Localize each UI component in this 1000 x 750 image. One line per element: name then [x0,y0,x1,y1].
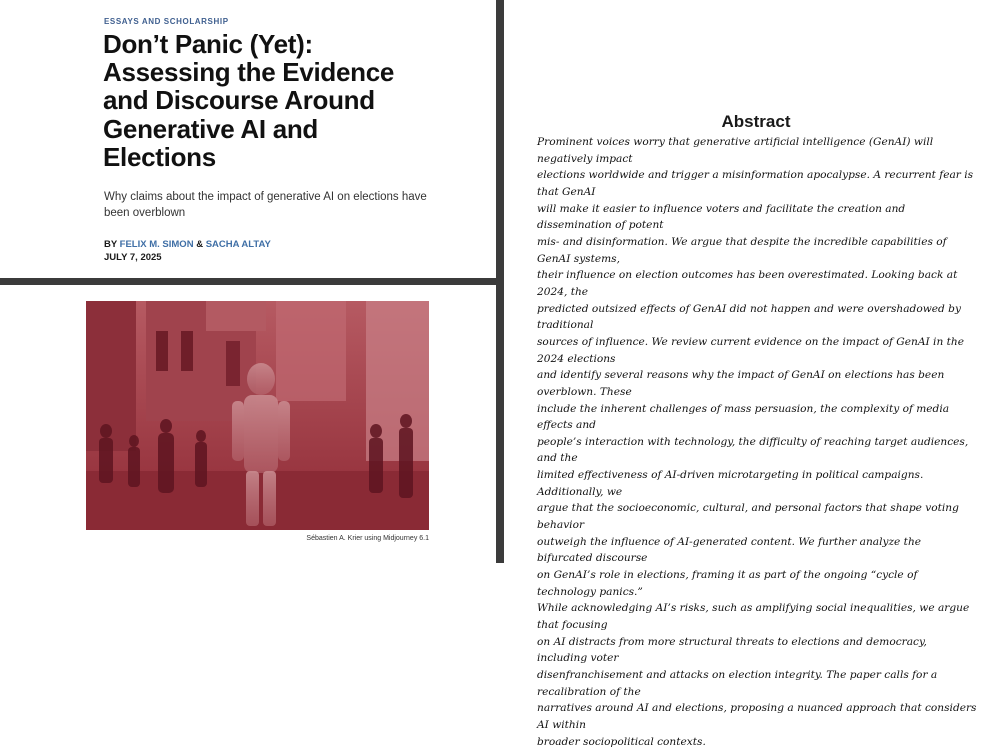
title-line: Generative AI and [103,113,319,144]
abstract-line: broader sociopolitical contexts. [537,735,706,748]
publish-date: JULY 7, 2025 [104,252,162,263]
abstract-line: sources of influence. We review current evidence on the impact of GenAI in the 2024 elections [537,335,964,365]
byline-prefix: BY [104,239,118,250]
abstract-line: While acknowledging AI’s risks, such as amplifying social inequalities, we argue that focusing [537,602,970,632]
abstract-text [537,134,977,750]
abstract-line: people’s interaction with technology, the difficulty of reaching target audiences, and the [537,435,969,465]
title-line: Don’t Panic (Yet): [103,29,313,59]
abstract-line: on GenAI’s role in elections, framing it as part of the ongoing “cycle of technology panics.” [537,569,918,598]
abstract-line: narratives around AI and elections, proposing a nuanced approach that considers AI within [537,702,977,731]
title-line: Assessing the Evidence [103,57,395,88]
abstract-line: include the inherent challenges of mass persuasion, the complexity of media effects and [537,402,950,432]
abstract-line: disenfranchisement and attacks on election integrity. The paper calls for a recalibration of the [537,669,938,698]
abstract-line: mis- and disinformation. We argue that despite the incredible capabilities of GenAI systems, [537,235,947,265]
author-link-sacha-altay[interactable]: SACHA ALTAY [205,239,271,250]
title-line: and Discourse Around [103,85,375,116]
article-subtitle: Why claims about the impact of generative AI on elections have been overblown [104,191,427,219]
abstract-line: outweigh the influence of AI-generated content. We further analyze the bifurcated discourse [537,535,922,565]
abstract-line: Prominent voices worry that generative artificial intelligence (GenAI) will negatively impact [537,136,934,165]
byline [104,239,271,250]
article-title [103,30,433,171]
image-caption: Sébastien A. Krier using Midjourney 6.1 [306,535,429,542]
byline-separator: & [196,239,204,250]
abstract-line: limited effectiveness of AI-driven microtargeting in political campaigns. Additionally, we [537,469,924,498]
abstract-line: will make it easier to influence voters and facilitate the creation and dissemination of potent [537,202,906,232]
abstract-line: their influence on election outcomes has been overestimated. Looking back at 2024, the [537,269,958,298]
hero-illustration [86,301,429,530]
abstract-heading: Abstract [721,112,791,131]
abstract-line: predicted outsized effects of GenAI did not happen and were overshadowed by traditional [537,302,961,332]
abstract-line: and identify several reasons why the impact of GenAI on elections has been overblown. These [537,369,945,398]
abstract-line: elections worldwide and trigger a misinformation apocalypse. A recurrent fear is that GenAI [537,169,974,198]
section-kicker-link[interactable]: ESSAYS AND SCHOLARSHIP [104,17,229,26]
article-header-panel [0,0,496,278]
hero-image [86,301,429,530]
vertical-divider [496,0,504,563]
abstract-line: argue that the socioeconomic, cultural, and personal factors that shape voting behavior [537,502,959,532]
abstract-line: on AI distracts from more structural threats to elections and democracy, including voter [537,635,927,665]
title-line: Elections [103,141,216,172]
author-link-felix-simon[interactable]: FELIX M. SIMON [119,239,194,250]
horizontal-divider [0,278,496,285]
